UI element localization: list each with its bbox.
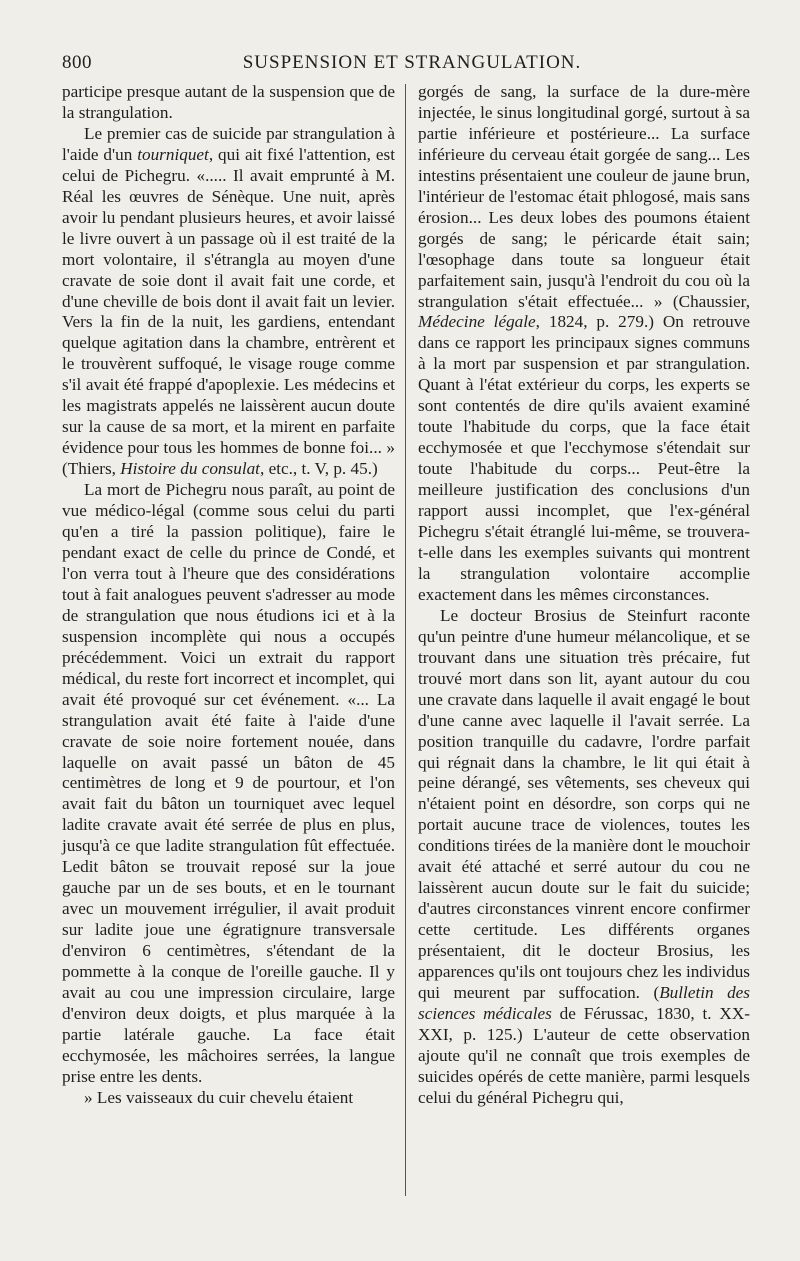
text-run: , qui ait fixé l'attention, est celui de Pichegru. «..... Il avait emprunté à M. Réal les œuvres de Sénèque. Une nuit, après avoir lu pendant plusieurs heures, et avoir laissé le livre ouvert à un passage où il est traité de la mort volontaire, il s'étrangla au moyen d'une cravate de soie dont il avait fait une corde, et d'une cheville de bois dont il avait fait un levier. Vers la fin de la nuit, les gardiens, entendant quelque agitation dans la chambre, entrèrent et le trouvèrent suffoqué, le visage rouge comme s'il avait été frappé d'apoplexie. Les médecins et les magistrats appelés ne laissèrent aucun doute sur la cause de sa mort, et la mirent en parfaite évidence pour tous les hommes de bonne foi... » (Thiers, <box>62 144 395 479</box>
italic-citation: Médecine légale <box>418 312 536 332</box>
paragraph <box>62 124 395 480</box>
text-run: Le premier cas de suicide par strangulation à l'aide d'un <box>62 123 395 164</box>
text-run: , 1824, p. 279.) On retrouve dans ce rapport les principaux signes communs à la mort par suspension et par strangulation. Quant à l'état extérieur du corps, les experts se sont contentés de dire qu'ils avaient examiné toute l'habitude du corps, que la face était ecchymosée et que l'ecchymose s'étendait sur toute l'habitude du corps... Peut-être la meilleure justification des conclusions d'un rapport aussi incomplet, que l'ex-général Pichegru s'était étranglé lui-même, se trouvera-t-elle dans les exemples suivants qui montrent la strangulation volontaire accomplie exactement dans les mêmes circonstances. <box>418 312 750 604</box>
left-text-column <box>62 82 395 1109</box>
paragraph <box>418 82 750 606</box>
paragraph <box>62 82 395 124</box>
text-run: gorgés de sang, la surface de la dure-mère injectée, le sinus longitudinal gorgé, surtout à sa partie inférieure et postérieure... La surface inférieure du cerveau était gorgée de sang... Les intestins présentaient une couleur de jaune brun, l'intérieur de l'estomac était phlogosé, mais sans érosion... Les deux lobes des poumons étaient gorgés de sang; le péricarde était sain; l'œsophage dans toute sa longueur était parfaitement sain, jusqu'à l'endroit du cou où la strangulation s'était effectuée... » (Chaussier, <box>418 82 750 311</box>
text-run: , etc., t. V, p. 45.) <box>259 459 378 479</box>
text-run: participe presque autant de la suspension que de la strangulation. <box>62 82 395 122</box>
italic-citation: Histoire du consulat <box>120 459 260 479</box>
page-number: 800 <box>62 52 92 73</box>
right-text-column <box>418 82 750 1109</box>
paragraph <box>418 606 750 1109</box>
text-run: Le docteur Brosius de Steinfurt raconte qu'un peintre d'une humeur mélancolique, et se trouvant dans une situation très précaire, fut trouvé mort dans son lit, ayant autour du cou une cravate dans laquelle il avait engagé le bout d'une canne avec laquelle il l'avait serrée. La position tranquille du cadavre, l'ordre parfait qui régnait dans la chambre, le lit qui était à peine dérangé, ses vêtements, ses cheveux qui n'étaient point en désordre, son corps qui ne portait aucune trace de violences, toutes les conditions tirées de la manière dont le mouchoir avait été attaché et serré autour du cou ne laissèrent aucun doute sur le fait du suicide; d'autres circonstances vinrent encore confirmer cette certitude. Les différents organes présentaient, dit le docteur Brosius, les apparences qu'ils ont toujours chez les individus qui meurent par suffocation. ( <box>418 605 750 1002</box>
paragraph <box>62 1088 395 1109</box>
italic-citation: tourniquet <box>137 144 209 164</box>
paragraph <box>62 480 395 1088</box>
column-divider <box>405 84 406 1196</box>
page-header <box>62 52 762 80</box>
italic-citation: Bulletin des sciences médicales <box>418 982 750 1023</box>
running-title: SUSPENSION ET STRANGULATION. <box>242 52 582 73</box>
text-run: » Les vaisseaux du cuir chevelu étaient <box>84 1087 354 1107</box>
text-run: La mort de Pichegru nous paraît, au point de vue médico-légal (comme sous celui du parti qu'en a tiré la passion politique), faire le pendant exact de celle du prince de Condé, et l'on verra tout à l'heure que des considérations tout à fait analogues peuvent s'adresser au mode de strangulation que nous étudions ici et à la suspension incomplète qui nous a occupés précédemment. Voici un extrait du rapport médical, du reste fort incorrect et incomplet, qui avait été provoqué sur cet événement. «... La strangulation avait été faite à l'aide d'une cravate de soie noire fortement nouée, dans laquelle on avait passé un bâton de 45 centimètres de long et 9 de pourtour, et l'on avait fait du bâton un tourniquet avec lequel ladite cravate avait été serrée de plus en plus, jusqu'à ce que ladite strangulation fût effectuée. Ledit bâton se trouvait reposé sur la joue gauche par un de ses bouts, et en le tournant avec un mouvement irrégulier, il avait produit sur ladite joue une égratignure transversale d'environ 6 centimètres, s'étendant de la pommette à la conque de l'oreille gauche. Il y avait au cou une impression circulaire, large d'environ deux doigts, et plus marquée à la partie latérale gauche. La face était ecchymosée, les mâchoires serrées, la langue prise entre les dents. <box>62 480 395 1086</box>
text-run: de Férussac, 1830, t. XX-XXI, p. 125.) L'auteur de cette observation ajoute qu'il ne connaît que trois exemples de suicides opérés de cette manière, parmi lesquels celui du général Pichegru qui, <box>418 1003 750 1107</box>
